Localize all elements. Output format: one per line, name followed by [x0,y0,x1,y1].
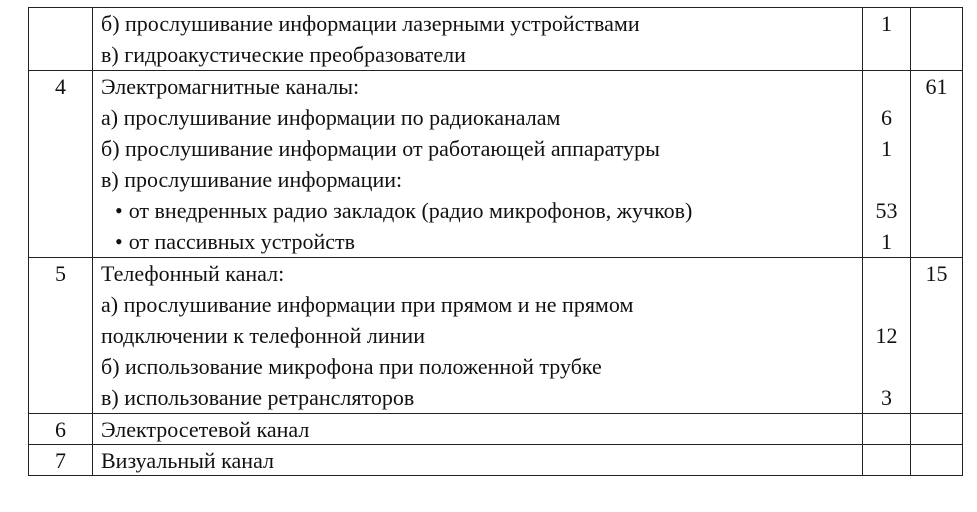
channels-table [28,7,963,476]
row-description-cell [93,71,863,258]
row-sub-count-cell [863,414,911,445]
row-total-cell [911,445,963,476]
row-number-cell [29,445,93,476]
row-total-cell [911,258,963,414]
row-total-cell [911,71,963,258]
table-row [29,258,963,414]
row-total-cell [911,414,963,445]
row-total [911,8,962,39]
description-line: Визуальный канал [101,448,275,473]
row-sub-count-cell [863,445,911,476]
bullet-icon: • [115,229,123,254]
row-total [911,445,962,475]
row-sub-count-cell [863,71,911,258]
sub-count: 12 [875,323,898,348]
row-description-cell [93,8,863,71]
row-total: 15 [925,261,948,286]
sub-count: 1 [881,11,892,36]
description-line: Электросетевой канал [101,417,310,442]
row-number-cell [29,258,93,414]
sub-count [863,258,910,289]
row-description-cell [93,445,863,476]
row-number: 5 [55,261,66,286]
description-line: в) использование ретрансляторов [101,385,415,410]
row-number [29,8,92,39]
row-total-cell [911,8,963,71]
row-total [911,414,962,444]
bullet-text: от внедренных радио закладок (радио микрофонов, жучков) [128,198,693,223]
row-sub-count-cell [863,8,911,71]
description-line: а) прослушивание информации по радиоканалам [101,105,561,130]
description-line: в) прослушивание информации: [101,167,403,192]
sub-count [863,414,910,444]
description-line: б) прослушивание информации лазерными устройствами [101,11,640,36]
row-number-cell [29,71,93,258]
row-number-cell [29,8,93,71]
description-line: в) гидроакустические преобразователи [101,42,466,67]
description-line: а) прослушивание информации при прямом и не прямом [101,292,634,317]
row-sub-count-cell [863,258,911,414]
sub-count: 1 [881,136,892,161]
sub-count [863,71,910,102]
row-number: 4 [55,74,66,99]
bullet-text: от пассивных устройств [128,229,355,254]
bullet-icon: • [115,198,123,223]
sub-count [863,289,910,320]
description-line: Телефонный канал: [101,261,285,286]
bullet-line [101,195,862,226]
sub-count: 1 [881,229,892,254]
sub-count [863,351,910,382]
row-number: 6 [55,417,66,442]
sub-count: 3 [881,385,892,410]
sub-count: 6 [881,105,892,130]
row-number-cell [29,414,93,445]
sub-count: 53 [875,198,898,223]
row-number: 7 [55,448,66,473]
table-row [29,445,963,476]
description-line: Электромагнитные каналы: [101,74,360,99]
row-total: 61 [925,74,948,99]
bullet-line [101,226,862,257]
sub-count [863,164,910,195]
description-line: подключении к телефонной линии [101,323,425,348]
sub-count [863,39,910,70]
description-line: б) использование микрофона при положенной трубке [101,354,602,379]
sub-count [863,445,910,475]
row-description-cell [93,258,863,414]
row-description-cell [93,414,863,445]
table-row [29,71,963,258]
table-row [29,8,963,71]
description-line: б) прослушивание информации от работающей аппаратуры [101,136,660,161]
table-row [29,414,963,445]
